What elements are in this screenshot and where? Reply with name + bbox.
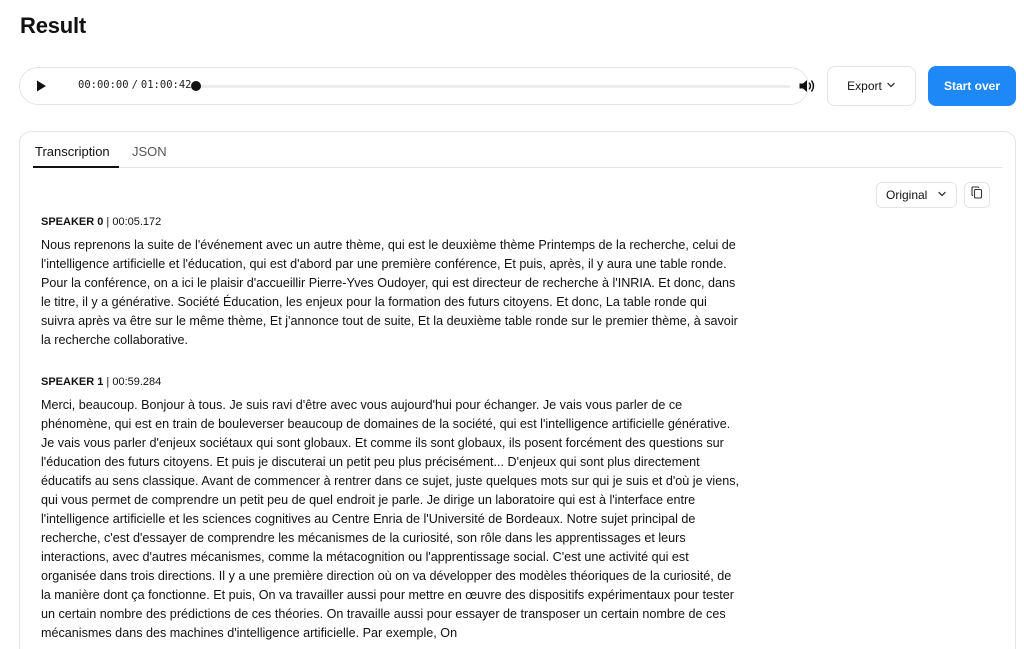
view-select-value: Original (886, 188, 928, 202)
progress-knob[interactable] (191, 81, 201, 91)
segment-text: Nous reprenons la suite de l'événement avec un autre thème, qui est le deuxième thème Printemps de la recherche, celui de l'intelligence artificielle et l'éducation, qui est d'abord par une première conférence, Et puis, après, il y aura une table ronde. Pour la conférence, on a ici le plaisir d'accueillir Pierre-Yves Oudoyer, qui est directeur de recherche à l'INRIA. Et donc, dans le titre, il y a générative. Société Éducation, les enjeux pour la formation des futurs citoyens. Et donc, La table ronde qui suivra après va être sur le même thème, Et j'annonce tout de suite, Et la deuxième table ronde sur le premier thème, à savoir la recherche collaborative. (41, 238, 738, 347)
duration: 01:00:42 (140, 79, 192, 91)
start-over-button[interactable]: Start over (928, 66, 1016, 106)
view-select[interactable] (876, 182, 957, 208)
transcript-segment (41, 214, 741, 350)
segment-timestamp: 00:59.284 (112, 376, 162, 388)
tab-json[interactable]: JSON (132, 144, 167, 159)
export-label: Export (847, 79, 882, 93)
segment-text: Merci, beaucoup. Bonjour à tous. Je suis ravi d'être avec vous aujourd'hui pour échanger. Je vais vous parler de ce phénomène, qui est en train de bouleverser beaucoup de domaines de la société, qui est l'intelligence artificielle générative. Je vais vous parler d'enjeux sociétaux qui sont globaux. Et comme ils sont globaux, ils posent forcément des questions sur l'éducation des futurs citoyens. Et puis je discuterai un petit peu plus précisément... D'enjeux qui sont plus directement éducatifs au sens classique. Avant de commencer à rentrer dans ce sujet, juste quelques mots sur qui je suis et d'où je viens, qui vous permet de comprendre un petit peu de quel endroit je parle. Je dirige un laboratoire qui est à l'interface entre l'intelligence artificielle et les sciences cognitives au Centre Enria de l'Université de Bordeaux. Notre sujet principal de recherche, c'est d'essayer de comprendre les mécanismes de la curiosité, son rôle dans les apprentissages et leurs interactions, avec d'autres mécanismes, comme la métacognition ou l'apprentissage social. C'est une activité qui est organisée dans trois directions. Il y a une première direction où on va développer des modèles théoriques de la curiosité, de la manière dont ça fonctionne. Et puis, On va travailler aussi pour mettre en œuvre des dispositifs expérimentaux pour tester un certain nombre des prédictions de ces théories. On travaille aussi pour essayer de transposer un certain nombre de ces mécanismes dans des machines d'intelligence artificielle. Par exemple, On (41, 398, 740, 640)
current-time: 00:00:00 (78, 79, 129, 91)
result-card (19, 131, 1016, 649)
time-readout (78, 79, 191, 91)
page-title: Result (20, 13, 87, 38)
copy-icon (971, 186, 983, 204)
segment-header (41, 374, 741, 390)
play-icon[interactable] (34, 79, 48, 93)
progress-track[interactable] (196, 85, 790, 88)
header-separator: | (106, 216, 110, 228)
tab-transcription[interactable]: Transcription (35, 144, 110, 159)
chevron-down-icon (886, 79, 896, 93)
audio-player (19, 67, 809, 105)
transcript-segment (41, 374, 741, 643)
segment-timestamp: 00:05.172 (112, 216, 162, 228)
header-separator: | (106, 376, 110, 388)
active-tab-indicator (33, 166, 119, 168)
volume-icon[interactable] (798, 78, 816, 94)
copy-button[interactable] (964, 182, 990, 208)
export-button[interactable] (827, 66, 916, 106)
tab-bar (33, 132, 1003, 168)
speaker-label: SPEAKER 0 (41, 216, 104, 228)
segment-header (41, 214, 741, 230)
chevron-down-icon (937, 188, 947, 202)
time-separator: / (131, 79, 138, 91)
speaker-label: SPEAKER 1 (41, 376, 104, 388)
